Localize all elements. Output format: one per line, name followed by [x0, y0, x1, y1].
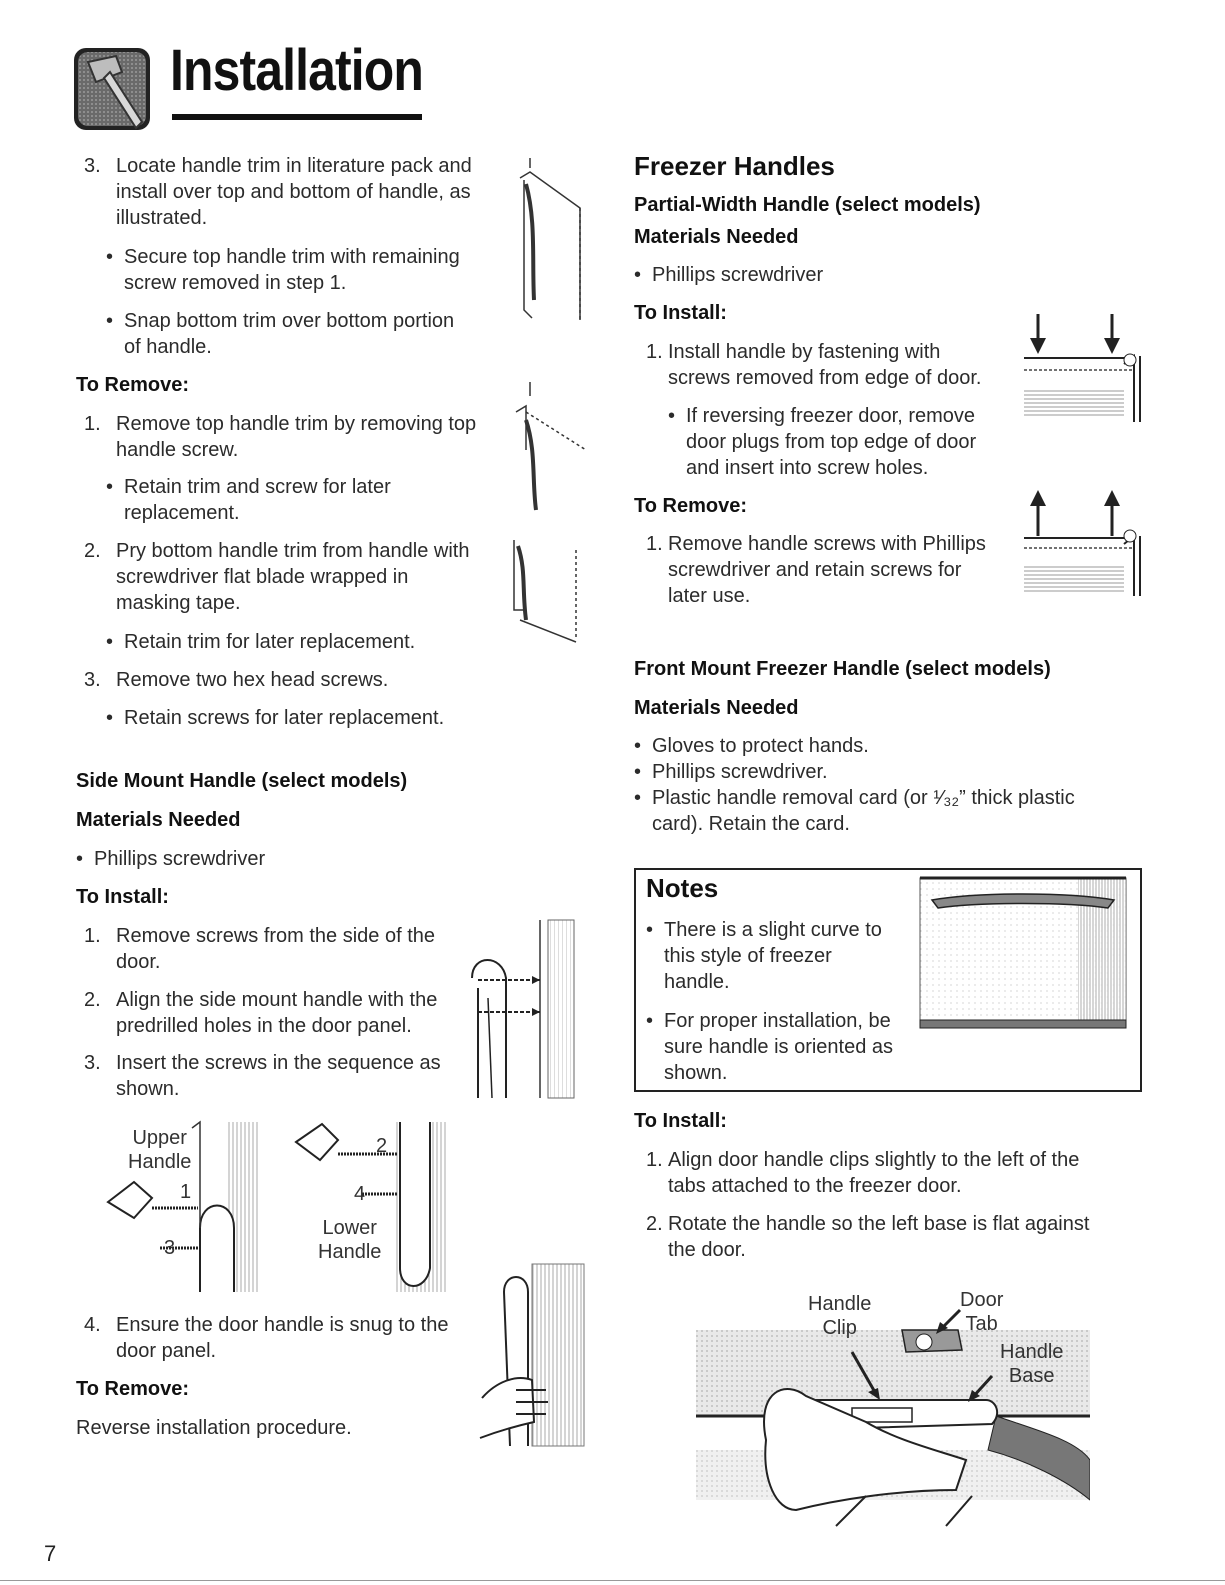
side-materials-heading: Materials Needed [76, 809, 241, 831]
page-number: 7 [44, 1541, 57, 1566]
partial-width-heading: Partial-Width Handle (select models) [634, 194, 981, 216]
bottom-rule [0, 1580, 1225, 1581]
partial-remove-heading: To Remove: [634, 495, 747, 517]
partial-materials-heading: Materials Needed [634, 226, 799, 248]
hammer-icon [70, 42, 154, 134]
side-remove-heading: To Remove: [76, 1378, 189, 1400]
handle-base-label: Handle Base [1000, 1341, 1064, 1387]
screw-sequence-figure [100, 1118, 460, 1294]
front-install-heading: To Install: [634, 1110, 727, 1132]
front-materials-heading: Materials Needed [634, 697, 799, 719]
freezer-handles-heading: Freezer Handles [634, 151, 835, 181]
screw-number-2: 2 [376, 1135, 388, 1157]
lower-handle-label: Lower Handle [318, 1217, 382, 1263]
to-remove-heading: To Remove: [76, 374, 189, 396]
title-underline [172, 114, 422, 120]
side-mount-alignment-figure [462, 918, 592, 1100]
handle-trim-install-figure [496, 150, 592, 650]
side-remove-text: Reverse installation procedure. [76, 1417, 352, 1439]
partial-remove-figure [1020, 482, 1146, 598]
front-mount-heading: Front Mount Freezer Handle (select models) [634, 658, 1051, 680]
handle-clip-figure [696, 1290, 1090, 1530]
screw-number-4: 4 [354, 1183, 366, 1205]
notes-heading: Notes [646, 873, 719, 903]
side-install-heading: To Install: [76, 886, 169, 908]
page-title: Installation [170, 38, 423, 103]
screw-number-3: 3 [164, 1237, 176, 1259]
door-tab-label: Door Tab [960, 1289, 1004, 1335]
handle-snug-figure [476, 1262, 588, 1448]
partial-install-figure [1020, 310, 1146, 430]
upper-handle-label: Upper Handle [128, 1127, 192, 1173]
screw-number-1: 1 [180, 1181, 192, 1203]
header-icon-block [70, 42, 154, 134]
partial-install-heading: To Install: [634, 302, 727, 324]
handle-clip-label: Handle Clip [808, 1293, 872, 1339]
curved-handle-figure [918, 874, 1130, 1030]
side-mount-heading: Side Mount Handle (select models) [76, 770, 408, 792]
